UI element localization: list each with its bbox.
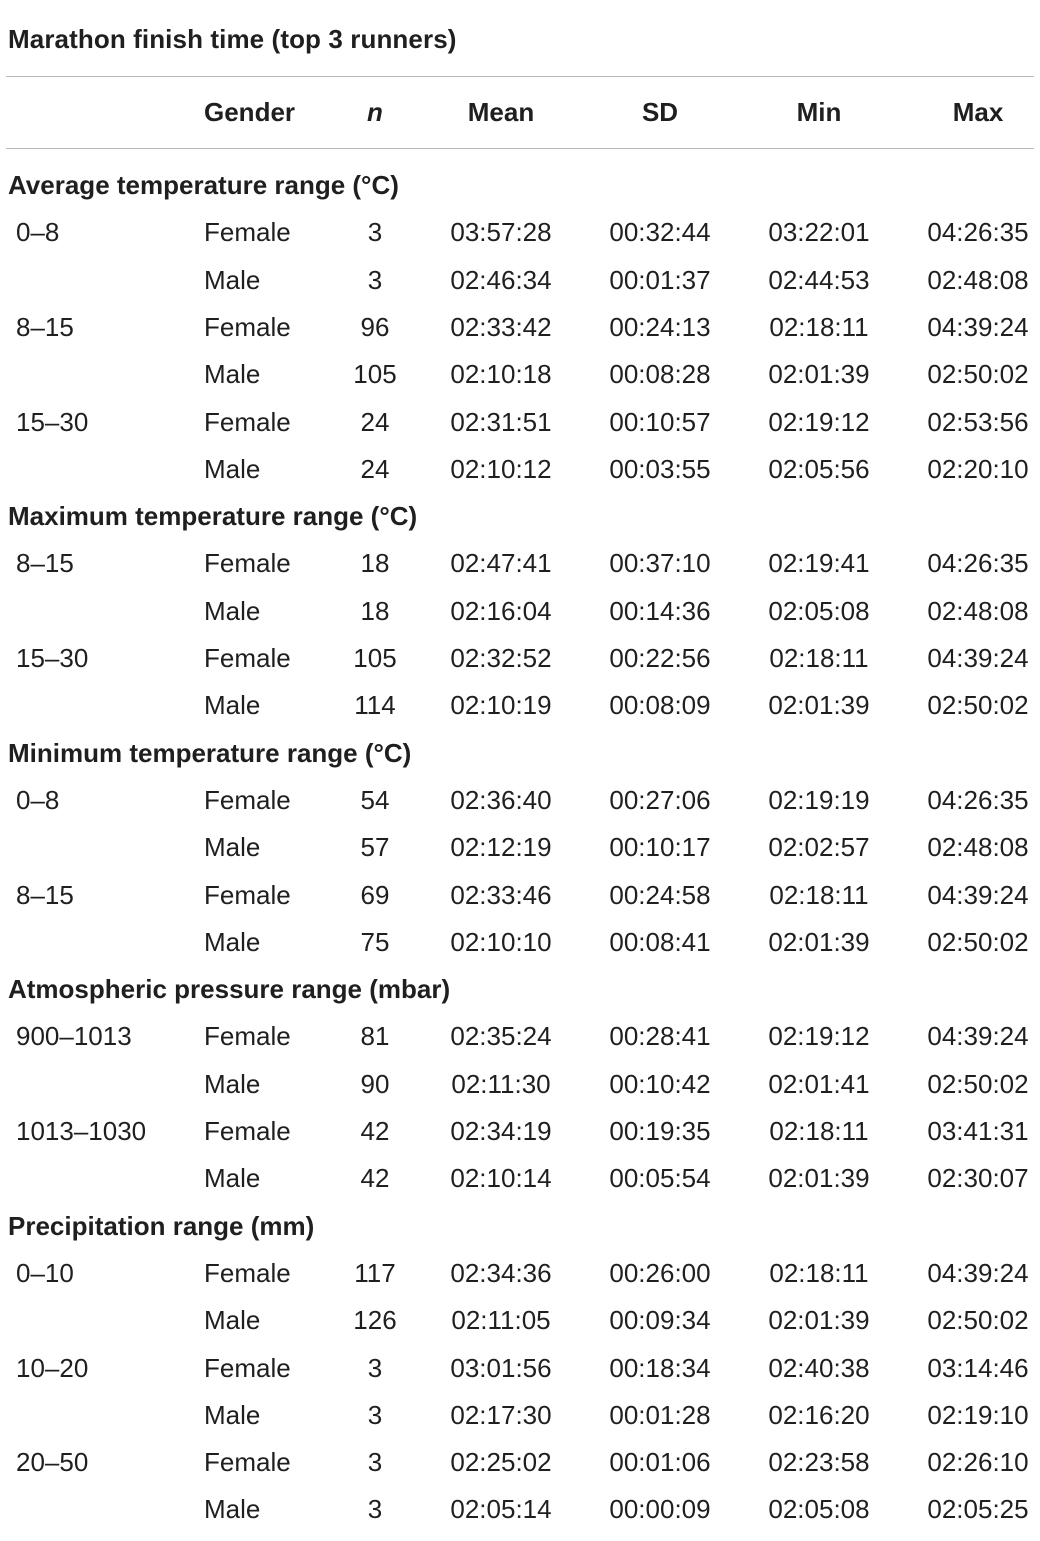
- table-row: [0, 1069, 1040, 1116]
- table-row: [0, 1163, 1040, 1210]
- row-mean: 02:11:30: [451, 1068, 551, 1099]
- row-min: 02:19:12: [768, 1021, 870, 1052]
- row-sd: 00:01:06: [609, 1447, 711, 1478]
- row-min: 02:40:38: [768, 1352, 870, 1383]
- row-n: 18: [360, 595, 390, 626]
- row-gender: Female: [204, 784, 291, 815]
- row-mean: 02:17:30: [450, 1399, 552, 1430]
- row-mean: 02:05:14: [450, 1494, 552, 1525]
- row-mean: 02:33:42: [450, 311, 552, 342]
- row-gender: Female: [204, 1116, 291, 1146]
- row-n: 126: [353, 1305, 397, 1336]
- row-n: 3: [367, 1447, 383, 1478]
- row-mean: 02:10:18: [450, 359, 552, 390]
- row-gender: Female: [204, 1352, 291, 1383]
- row-mean: 02:11:05: [451, 1305, 551, 1336]
- column-header-max: Max: [952, 97, 1004, 127]
- row-max: 02:48:08: [927, 832, 1029, 863]
- section-title: Minimum temperature range (°C): [8, 737, 412, 768]
- column-header-mean: Mean: [467, 97, 535, 127]
- row-max: 02:26:10: [927, 1447, 1029, 1478]
- row-min: 02:18:11: [769, 643, 869, 673]
- row-max: 02:20:10: [927, 453, 1029, 484]
- row-max: 02:50:02: [927, 1068, 1029, 1099]
- column-header-min: Min: [796, 97, 842, 127]
- row-max: 03:41:31: [927, 1116, 1029, 1146]
- row-sd: 00:08:09: [609, 690, 711, 721]
- table-row: [0, 880, 1040, 927]
- row-sd: 00:00:09: [609, 1494, 711, 1525]
- table-row: [0, 1353, 1040, 1400]
- row-sd: 00:37:10: [609, 548, 711, 579]
- row-gender: Female: [204, 217, 291, 248]
- row-gender: Female: [204, 643, 291, 673]
- row-gender: Male: [204, 926, 261, 957]
- row-sd: 00:08:28: [609, 359, 711, 390]
- table-row: [0, 1258, 1040, 1305]
- table-row: [0, 217, 1040, 264]
- row-n: 54: [360, 784, 390, 815]
- row-min: 02:19:41: [768, 548, 870, 579]
- row-range-label: 1013–1030: [16, 1116, 147, 1146]
- row-n: 42: [360, 1116, 390, 1146]
- row-min: 02:23:58: [768, 1447, 870, 1478]
- row-mean: 02:33:46: [450, 879, 552, 910]
- row-gender: Male: [204, 690, 261, 721]
- table-caption: Marathon finish time (top 3 runners): [8, 24, 457, 54]
- section-title: Maximum temperature range (°C): [8, 501, 418, 532]
- row-min: 02:18:11: [769, 879, 869, 910]
- row-range-label: 8–15: [16, 879, 74, 910]
- table-row: [0, 1494, 1040, 1541]
- row-range-label: 0–8: [16, 784, 60, 815]
- row-sd: 00:10:57: [609, 406, 711, 437]
- row-gender: Male: [204, 1305, 261, 1336]
- row-gender: Female: [204, 548, 291, 579]
- table-row: [0, 690, 1040, 737]
- row-gender: Female: [204, 1021, 291, 1052]
- row-sd: 00:19:35: [609, 1116, 711, 1146]
- row-min: 02:19:19: [768, 784, 870, 815]
- row-mean: 02:10:19: [450, 690, 552, 721]
- row-mean: 02:36:40: [450, 784, 552, 815]
- row-min: 02:02:57: [768, 832, 870, 863]
- row-mean: 02:34:36: [450, 1257, 552, 1288]
- row-sd: 00:28:41: [609, 1021, 711, 1052]
- row-max: 02:19:10: [927, 1399, 1029, 1430]
- row-sd: 00:27:06: [609, 784, 711, 815]
- section-title: Atmospheric pressure range (mbar): [8, 974, 451, 1005]
- row-max: 02:50:02: [927, 690, 1029, 721]
- table-row: [0, 454, 1040, 501]
- row-range-label: 20–50: [16, 1447, 89, 1478]
- row-n: 3: [367, 1494, 383, 1525]
- row-sd: 00:05:54: [609, 1163, 711, 1194]
- row-n: 75: [360, 926, 390, 957]
- row-min: 02:19:12: [768, 406, 870, 437]
- table-row: [0, 1447, 1040, 1494]
- row-n: 90: [360, 1068, 390, 1099]
- table-row: [0, 832, 1040, 879]
- row-max: 03:14:46: [927, 1352, 1029, 1383]
- row-n: 81: [360, 1021, 390, 1052]
- row-min: 02:18:11: [769, 1257, 869, 1288]
- row-n: 117: [354, 1257, 396, 1288]
- column-header-gender: Gender: [204, 97, 296, 127]
- section-title: Precipitation range (mm): [8, 1210, 315, 1241]
- row-n: 96: [360, 311, 390, 342]
- row-sd: 00:18:34: [609, 1352, 711, 1383]
- table-row: [0, 927, 1040, 974]
- table-row: [0, 643, 1040, 690]
- row-n: 57: [360, 832, 390, 863]
- table-row: [0, 1305, 1040, 1352]
- row-gender: Male: [204, 1068, 261, 1099]
- row-sd: 00:08:41: [609, 926, 711, 957]
- row-mean: 02:46:34: [450, 264, 552, 295]
- row-min: 03:22:01: [768, 217, 870, 248]
- row-range-label: 8–15: [16, 548, 74, 579]
- row-max: 04:39:24: [927, 1021, 1029, 1052]
- row-max: 02:05:25: [927, 1494, 1029, 1525]
- row-min: 02:05:08: [768, 595, 870, 626]
- row-sd: 00:14:36: [609, 595, 711, 626]
- table-row: [0, 785, 1040, 832]
- table-row: [0, 312, 1040, 359]
- row-sd: 00:09:34: [609, 1305, 711, 1336]
- row-max: 04:26:35: [927, 217, 1029, 248]
- row-gender: Male: [204, 595, 261, 626]
- row-gender: Male: [204, 1399, 261, 1430]
- row-sd: 00:24:58: [609, 879, 711, 910]
- row-n: 3: [367, 1399, 383, 1430]
- row-max: 02:53:56: [927, 406, 1029, 437]
- row-min: 02:16:20: [768, 1399, 870, 1430]
- section-title: Average temperature range (°C): [8, 170, 399, 200]
- row-min: 02:44:53: [768, 264, 870, 295]
- row-n: 114: [354, 690, 396, 721]
- row-min: 02:05:08: [768, 1494, 870, 1525]
- row-n: 42: [360, 1163, 390, 1194]
- row-sd: 00:03:55: [609, 453, 711, 484]
- table-row: [0, 548, 1040, 595]
- row-max: 02:50:02: [927, 1305, 1029, 1336]
- row-n: 105: [353, 643, 397, 673]
- header-divider: [6, 148, 1034, 149]
- row-gender: Male: [204, 453, 261, 484]
- row-max: 04:26:35: [927, 548, 1029, 579]
- row-mean: 02:10:10: [450, 926, 552, 957]
- row-max: 04:39:24: [927, 879, 1029, 910]
- row-min: 02:01:39: [768, 926, 870, 957]
- table-row: [0, 359, 1040, 406]
- row-min: 02:18:11: [769, 311, 869, 342]
- row-n: 105: [353, 359, 397, 390]
- row-mean: 02:12:19: [450, 832, 552, 863]
- row-max: 04:39:24: [927, 311, 1029, 342]
- table-row: [0, 1116, 1040, 1163]
- row-max: 02:50:02: [927, 926, 1029, 957]
- row-mean: 02:32:52: [450, 643, 552, 673]
- row-gender: Female: [204, 406, 291, 437]
- row-min: 02:18:11: [769, 1116, 869, 1146]
- row-max: 04:26:35: [927, 784, 1029, 815]
- column-header-sd: SD: [641, 97, 679, 127]
- row-mean: 02:34:19: [450, 1116, 552, 1146]
- table-row: [0, 265, 1040, 312]
- column-header-n: n: [367, 97, 383, 127]
- row-mean: 02:25:02: [450, 1447, 552, 1478]
- row-range-label: 900–1013: [16, 1021, 132, 1052]
- row-mean: 02:10:14: [450, 1163, 552, 1194]
- row-max: 04:39:24: [927, 1257, 1029, 1288]
- row-max: 04:39:24: [927, 643, 1029, 673]
- row-sd: 00:10:17: [609, 832, 711, 863]
- row-range-label: 8–15: [16, 311, 74, 342]
- row-gender: Female: [204, 1257, 291, 1288]
- row-min: 02:01:39: [768, 359, 870, 390]
- row-gender: Male: [204, 1494, 261, 1525]
- row-min: 02:01:39: [768, 690, 870, 721]
- row-sd: 00:22:56: [609, 643, 711, 673]
- row-sd: 00:10:42: [609, 1068, 711, 1099]
- row-range-label: 10–20: [16, 1352, 89, 1383]
- row-mean: 03:57:28: [450, 217, 552, 248]
- row-gender: Female: [204, 311, 291, 342]
- row-mean: 02:16:04: [450, 595, 552, 626]
- row-n: 18: [360, 548, 390, 579]
- row-n: 3: [367, 1352, 383, 1383]
- row-min: 02:01:39: [768, 1163, 870, 1194]
- row-mean: 02:35:24: [450, 1021, 552, 1052]
- row-sd: 00:01:28: [609, 1399, 711, 1430]
- table-header-row: [0, 76, 1040, 148]
- row-mean: 02:31:51: [450, 406, 552, 437]
- row-mean: 03:01:56: [450, 1352, 552, 1383]
- row-max: 02:30:07: [927, 1163, 1029, 1194]
- row-range-label: 15–30: [16, 406, 89, 437]
- row-min: 02:01:39: [768, 1305, 870, 1336]
- row-n: 69: [360, 879, 390, 910]
- row-mean: 02:47:41: [450, 548, 552, 579]
- row-gender: Male: [204, 1163, 261, 1194]
- table-row: [0, 1400, 1040, 1447]
- row-gender: Male: [204, 359, 261, 390]
- row-sd: 00:24:13: [609, 311, 711, 342]
- row-sd: 00:32:44: [609, 217, 711, 248]
- row-n: 24: [360, 406, 390, 437]
- row-mean: 02:10:12: [450, 453, 552, 484]
- row-range-label: 15–30: [16, 643, 89, 673]
- row-range-label: 0–10: [16, 1257, 74, 1288]
- row-max: 02:48:08: [927, 595, 1029, 626]
- row-n: 24: [360, 453, 390, 484]
- row-min: 02:05:56: [768, 453, 870, 484]
- row-gender: Female: [204, 1447, 291, 1478]
- table-row: [0, 1021, 1040, 1068]
- row-max: 02:48:08: [927, 264, 1029, 295]
- row-sd: 00:01:37: [609, 264, 711, 295]
- row-min: 02:01:41: [768, 1068, 870, 1099]
- row-gender: Male: [204, 264, 261, 295]
- row-range-label: 0–8: [16, 217, 60, 248]
- row-gender: Female: [204, 879, 291, 910]
- table-row: [0, 407, 1040, 454]
- row-max: 02:50:02: [927, 359, 1029, 390]
- row-n: 3: [367, 217, 383, 248]
- row-gender: Male: [204, 832, 261, 863]
- table-row: [0, 596, 1040, 643]
- row-sd: 00:26:00: [609, 1257, 711, 1288]
- row-n: 3: [367, 264, 383, 295]
